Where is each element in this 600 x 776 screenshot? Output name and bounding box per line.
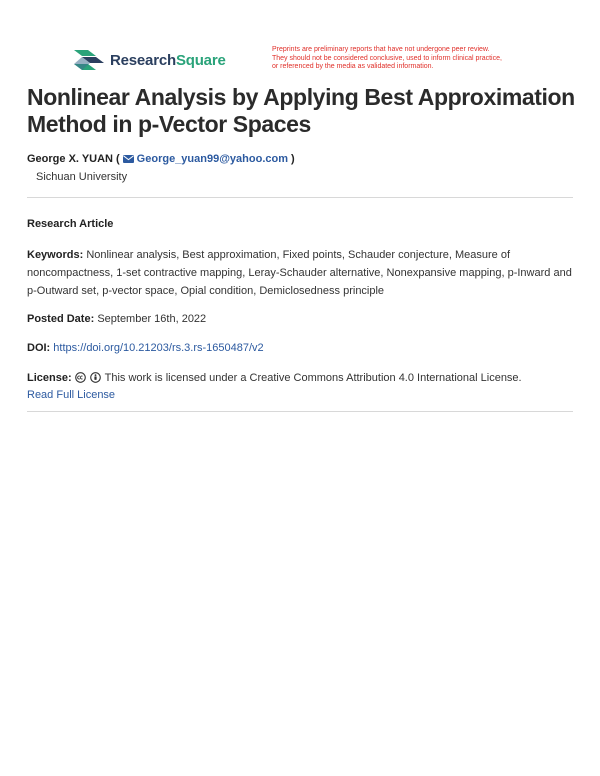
envelope-icon [123,155,134,163]
disclaimer-line: Preprints are preliminary reports that have not undergone peer review. [272,46,490,53]
preprint-disclaimer [272,46,542,72]
keywords-text: Nonlinear analysis, Best approximation, Fixed points, Schauder conjecture, Measure of noncompactness, 1-set contractive mapping, Leray-Schauder alternative, Nonexpansive mapping, p-Inward and p-Outward set, p-vector space, Opial condition, Demiclosedness principle [27,249,572,297]
research-square-logo[interactable] [74,48,226,72]
author-email-link[interactable]: George_yuan99@yahoo.com [136,153,289,165]
disclaimer-line: They should not be considered conclusive, used to inform clinical practice, [272,54,502,62]
logo-wordmark [110,52,226,69]
by-icon [90,372,101,383]
author-line [27,153,298,165]
keywords-block [27,246,573,300]
cc-icon [75,372,86,383]
close-paren: ) [291,153,295,165]
divider [27,197,573,198]
keywords-label: Keywords: [27,249,84,261]
logo-word-square: Square [175,51,226,69]
doi-field [27,340,573,357]
doi-link[interactable]: https://doi.org/10.21203/rs.3.rs-1650487/v2 [53,342,264,354]
page-header [74,46,574,76]
license-text: This work is licensed under a Creative Commons Attribution 4.0 International License. [104,372,522,384]
logo-word-research: Research [110,51,176,69]
posted-date-field [27,311,573,328]
divider [27,411,573,412]
author-affiliation: Sichuan University [36,171,128,183]
read-full-license-link[interactable]: Read Full License [27,389,116,401]
open-paren: ( [116,153,120,165]
paper-title: Nonlinear Analysis by Applying Best Approximation Method in p-Vector Spaces [27,84,575,137]
article-type: Research Article [27,218,114,230]
license-label: License: [27,372,72,384]
license-field [27,370,573,404]
author-name: George X. YUAN [27,153,113,165]
disclaimer-line: or referenced by the media as validated information. [272,63,434,70]
posted-date-value: September 16th, 2022 [97,313,207,325]
research-square-logo-icon [74,48,104,72]
posted-date-label: Posted Date: [27,313,95,325]
doi-label: DOI: [27,342,51,354]
